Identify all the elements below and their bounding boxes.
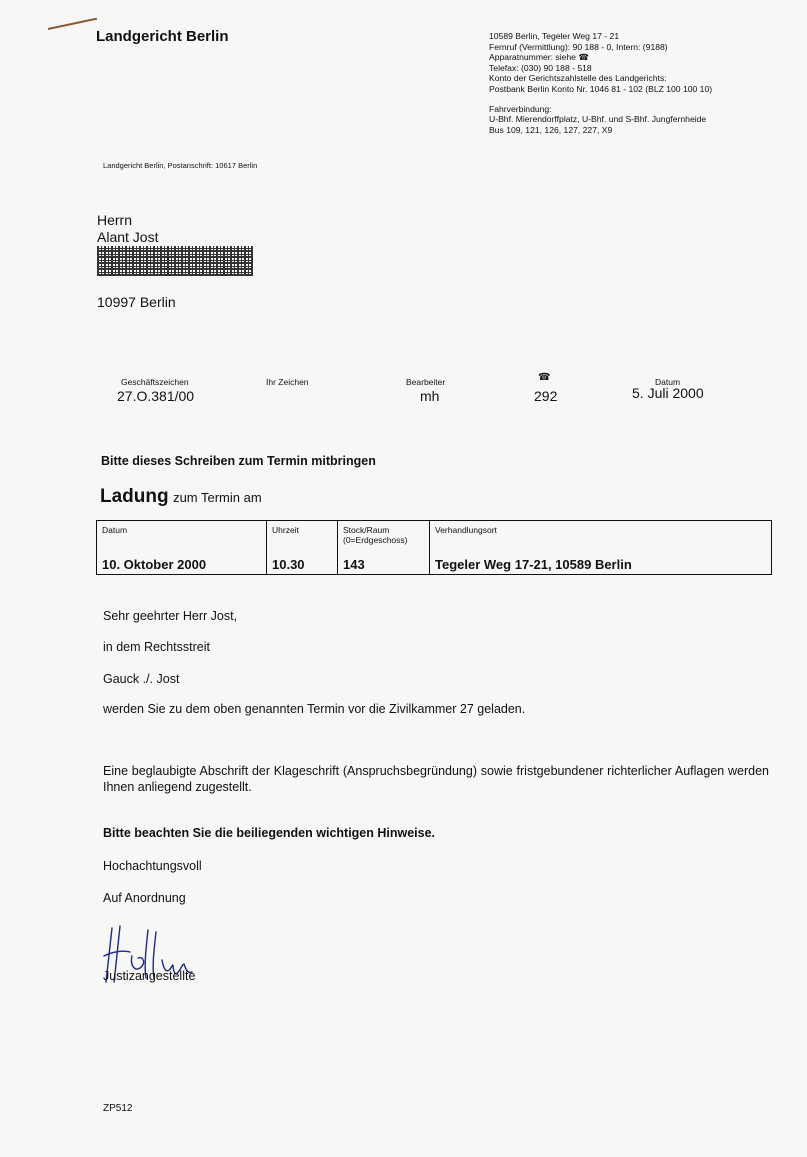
court-contact-block: [489, 31, 789, 135]
body-line-rechtsstreit: in dem Rechtsstreit: [103, 640, 210, 654]
summons-title-suffix: zum Termin am: [173, 490, 262, 505]
case-parties: Gauck ./. Jost: [103, 672, 180, 686]
transit-line: Bus 109, 121, 126, 127, 227, X9: [489, 124, 613, 135]
contact-line: Apparatnummer: siehe ☎: [489, 52, 590, 63]
postal-address: Landgericht Berlin, Postanschrift: 10617 Berlin: [103, 161, 258, 170]
hearing-time: 10.30: [272, 557, 305, 572]
bearbeiter-value: mh: [420, 388, 440, 404]
contact-line: Fernruf (Vermittlung): 90 188 - 0, Intern: (9188): [489, 41, 668, 52]
body-line-summons: werden Sie zu dem oben genannten Termin vor die Zivilkammer 27 geladen.: [103, 702, 526, 716]
phone-extension: 292: [534, 388, 558, 404]
hearing-date-cell: [97, 521, 267, 575]
transit-line: Fahrverbindung:: [489, 103, 552, 114]
contact-line: Telefax: (030) 90 188 - 518: [489, 62, 592, 73]
hearing-time-label: Uhrzeit: [272, 525, 299, 535]
phone-icon: ☎: [538, 372, 551, 383]
recipient-salutation: Herrn: [97, 212, 133, 228]
hearing-room-label: Stock/Raum: [343, 525, 390, 535]
geschaeftszeichen-value: 27.O.381/00: [117, 388, 195, 404]
form-id: ZP512: [103, 1103, 133, 1114]
signer-title: Justizangestellte: [103, 969, 196, 983]
order-note: Auf Anordnung: [103, 891, 186, 905]
ihr-zeichen-label: Ihr Zeichen: [266, 377, 309, 387]
recipient-name: Alant Jost: [97, 229, 159, 245]
datum-label: Datum: [655, 377, 681, 387]
contact-line: Konto der Gerichtszahlstelle des Landgerichts:: [489, 73, 667, 84]
bearbeiter-label: Bearbeiter: [406, 377, 446, 387]
hearing-location-label: Verhandlungsort: [435, 525, 497, 535]
important-hint: Bitte beachten Sie die beiliegenden wichtigen Hinweise.: [103, 826, 436, 840]
transit-line: U-Bhf. Mierendorffplatz, U-Bhf. und S-Bhf. Jungfernheide: [489, 114, 707, 125]
closing: Hochachtungsvoll: [103, 859, 202, 873]
hearing-room-cell: [338, 521, 430, 575]
hearing-room: 143: [343, 557, 365, 572]
contact-line: Postbank Berlin Konto Nr. 1046 81 - 102 (BLZ 100 100 10): [489, 83, 713, 94]
court-name: Landgericht Berlin: [96, 28, 229, 45]
hearing-date-label: Datum: [102, 525, 128, 535]
recipient-block: [97, 212, 158, 246]
datum-value: 5. Juli 2000: [632, 385, 704, 401]
geschaeftszeichen-label: Geschäftszeichen: [121, 377, 189, 387]
summons-title-main: Ladung: [100, 486, 169, 507]
hearing-time-cell: [267, 521, 338, 575]
hearing-location-cell: [430, 521, 772, 575]
redacted-address: [97, 246, 253, 276]
bring-notice: Bitte dieses Schreiben zum Termin mitbringen: [101, 454, 376, 468]
hearing-table: [96, 520, 772, 575]
pen-mark: [48, 18, 97, 30]
hearing-date: 10. Oktober 2000: [102, 557, 207, 572]
hearing-location: Tegeler Weg 17-21, 10589 Berlin: [435, 557, 632, 572]
body-paragraph: Eine beglaubigte Abschrift der Klageschrift (Anspruchsbegründung) sowie fristgebundener richterlicher Auflagen werden Ihnen anliegend zugestellt.: [103, 764, 769, 794]
contact-line: 10589 Berlin, Tegeler Weg 17 - 21: [489, 31, 620, 41]
recipient-city: 10997 Berlin: [97, 294, 176, 310]
greeting: Sehr geehrter Herr Jost,: [103, 609, 238, 623]
hearing-room-note: (0=Erdgeschoss): [343, 535, 408, 545]
summons-title: [100, 486, 262, 508]
